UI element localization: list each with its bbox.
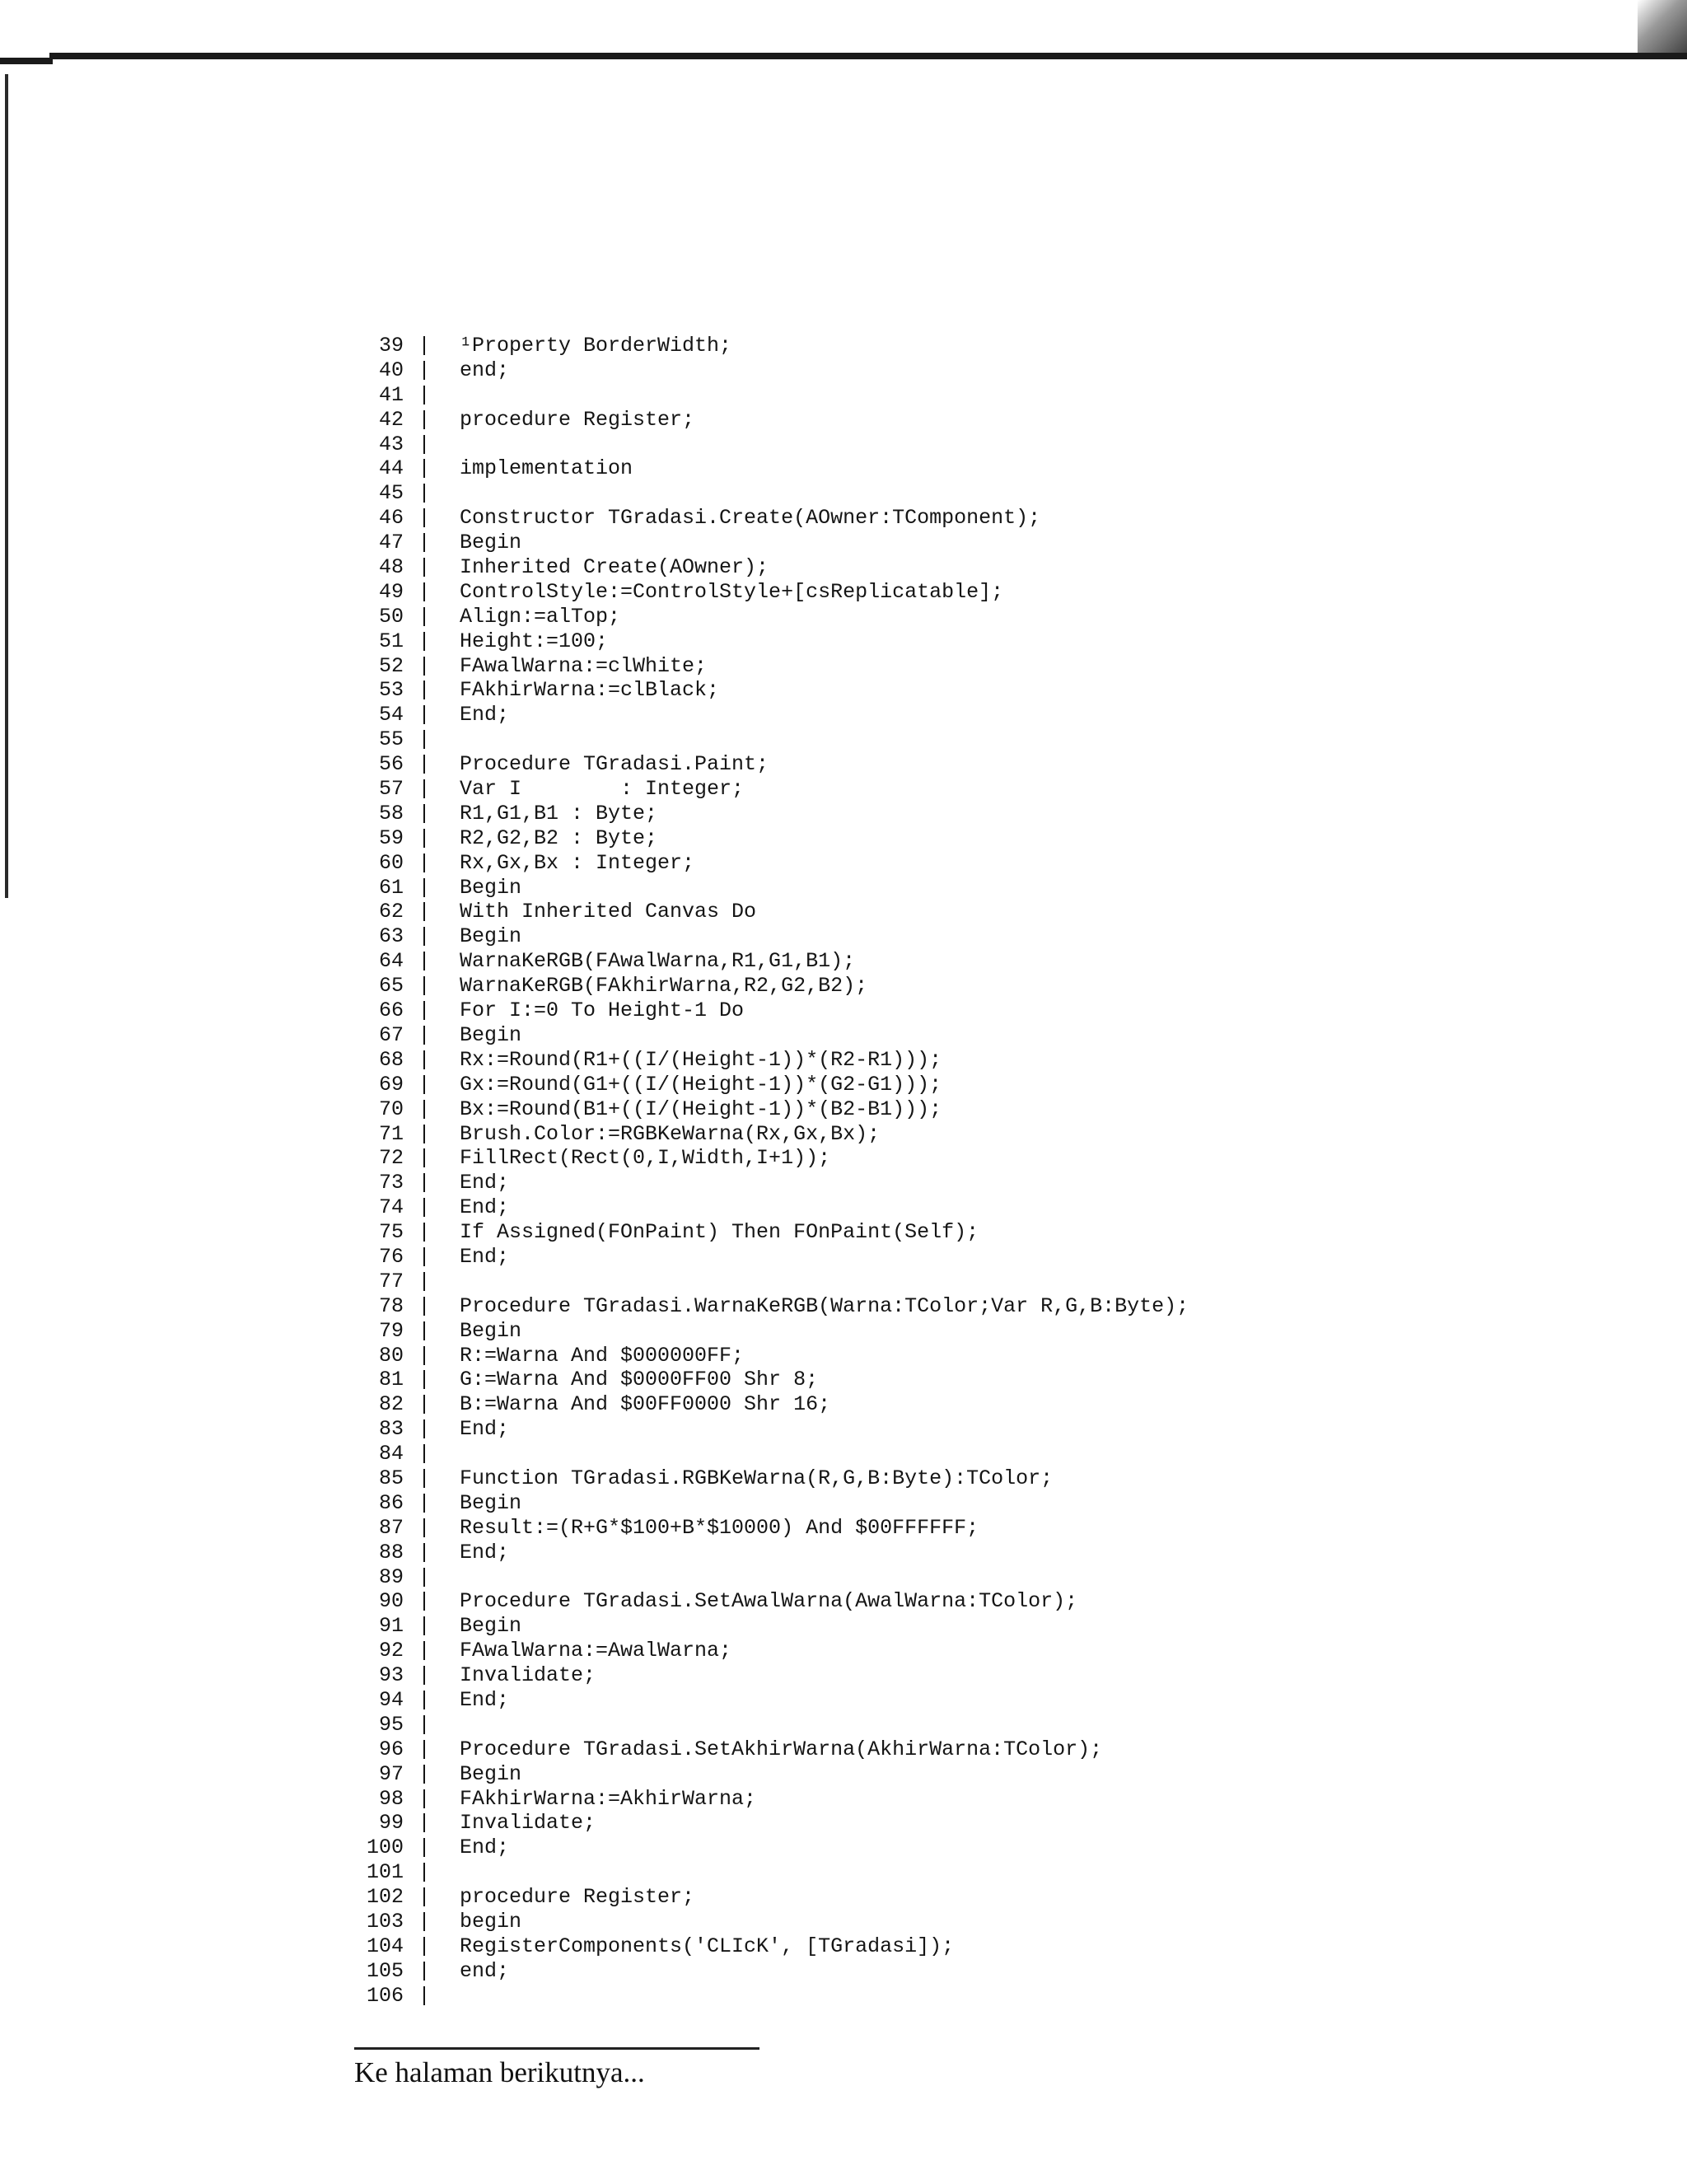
code-line <box>346 1565 1582 1590</box>
code-line <box>346 802 1582 826</box>
code-line <box>346 531 1582 555</box>
line-separator: | <box>418 1047 431 1072</box>
line-number: 43 <box>378 432 404 456</box>
line-separator: | <box>418 1244 431 1269</box>
line-number: 42 <box>378 407 404 432</box>
line-separator: | <box>418 1343 431 1368</box>
line-number: 64 <box>378 949 404 974</box>
code-text: G:=Warna And $0000FF00 Shr 8; <box>460 1368 819 1392</box>
line-separator: | <box>418 1811 431 1836</box>
code-line <box>346 1245 1582 1270</box>
line-number: 98 <box>378 1786 404 1811</box>
line-separator: | <box>418 358 431 382</box>
code-text <box>445 1270 460 1294</box>
line-number: 85 <box>378 1466 404 1490</box>
code-text <box>445 383 460 408</box>
line-separator: | <box>418 1220 431 1245</box>
line-number: 91 <box>378 1614 404 1639</box>
code-line <box>346 1910 1582 1934</box>
line-separator: | <box>418 653 431 678</box>
line-number: 60 <box>378 850 404 875</box>
line-separator: | <box>418 1860 431 1885</box>
line-separator: | <box>418 777 431 802</box>
line-number: 50 <box>378 604 404 629</box>
code-text <box>445 433 460 457</box>
line-number: 93 <box>378 1663 404 1688</box>
code-line <box>346 1319 1582 1344</box>
line-number: 62 <box>378 900 404 924</box>
code-text: Constructor TGradasi.Create(AOwner:TComponent); <box>460 506 1041 531</box>
line-number: 73 <box>378 1171 404 1195</box>
code-text: end; <box>460 358 510 382</box>
code-line <box>346 1811 1582 1836</box>
line-separator: | <box>418 1097 431 1121</box>
code-line <box>346 1048 1582 1073</box>
code-text: FAkhirWarna:=AkhirWarna; <box>460 1786 757 1811</box>
line-number: 40 <box>378 358 404 382</box>
line-number: 46 <box>378 506 404 531</box>
line-separator: | <box>418 900 431 924</box>
line-separator: | <box>418 1663 431 1688</box>
continue-note: Ke halaman berikutnya... <box>354 2056 645 2088</box>
line-number: 71 <box>378 1121 404 1146</box>
line-separator: | <box>418 506 431 531</box>
line-separator: | <box>418 1786 431 1811</box>
code-text: If Assigned(FOnPaint) Then FOnPaint(Self); <box>460 1220 979 1245</box>
line-number: 78 <box>378 1293 404 1318</box>
line-separator: | <box>418 1910 431 1934</box>
code-text: end; <box>460 1958 510 1983</box>
line-number: 54 <box>378 703 404 727</box>
code-line <box>346 1860 1582 1885</box>
code-line <box>346 605 1582 629</box>
line-separator: | <box>418 875 431 900</box>
line-separator: | <box>418 1121 431 1146</box>
code-text <box>445 727 460 752</box>
code-text: R1,G1,B1 : Byte; <box>460 801 658 825</box>
code-line <box>346 1122 1582 1147</box>
code-line <box>346 1934 1582 1959</box>
line-number: 45 <box>378 481 404 506</box>
code-text <box>445 1984 460 2009</box>
line-number: 76 <box>378 1244 404 1269</box>
line-separator: | <box>418 1737 431 1761</box>
line-separator: | <box>418 1515 431 1540</box>
line-number: 86 <box>378 1490 404 1515</box>
line-number: 41 <box>378 382 404 407</box>
code-line <box>346 1491 1582 1516</box>
code-line <box>346 1023 1582 1048</box>
line-number: 67 <box>378 1022 404 1047</box>
line-separator: | <box>418 1146 431 1171</box>
line-number: 44 <box>378 456 404 481</box>
code-line <box>346 1195 1582 1220</box>
code-text: Procedure TGradasi.Paint; <box>460 752 769 777</box>
code-text: Begin <box>460 924 522 949</box>
code-line <box>346 949 1582 974</box>
code-text: End; <box>460 1195 510 1220</box>
code-line <box>346 358 1582 383</box>
code-line <box>346 1787 1582 1812</box>
line-separator: | <box>418 407 431 432</box>
line-separator: | <box>418 1761 431 1786</box>
code-line <box>346 1688 1582 1713</box>
code-line <box>346 1639 1582 1663</box>
code-text: FAkhirWarna:=clBlack; <box>460 678 720 703</box>
code-text: Result:=(R+G*$100+B*$10000) And $00FFFFFF; <box>460 1515 979 1540</box>
code-line <box>346 456 1582 481</box>
code-line <box>346 1614 1582 1639</box>
code-line <box>346 481 1582 506</box>
line-separator: | <box>418 998 431 1023</box>
line-separator: | <box>418 456 431 481</box>
code-line <box>346 1466 1582 1491</box>
code-text: Gx:=Round(G1+((I/(Height-1))*(G2-G1))); <box>460 1072 942 1097</box>
line-separator: | <box>418 1639 431 1663</box>
code-line <box>346 1959 1582 1984</box>
code-text: Invalidate; <box>460 1811 596 1836</box>
line-number: 96 <box>378 1737 404 1761</box>
code-listing <box>346 334 1582 2031</box>
code-text: Begin <box>460 1318 522 1343</box>
code-text: Begin <box>460 1490 522 1515</box>
code-line <box>346 408 1582 433</box>
code-text: End; <box>460 1417 510 1442</box>
code-text: Bx:=Round(B1+((I/(Height-1))*(B2-B1))); <box>460 1097 942 1121</box>
code-text: Procedure TGradasi.SetAkhirWarna(AkhirWarna:TColor); <box>460 1737 1103 1761</box>
code-text: Begin <box>460 531 522 555</box>
line-separator: | <box>418 432 431 456</box>
line-separator: | <box>418 555 431 580</box>
code-line <box>346 555 1582 580</box>
scan-left-edge <box>5 74 8 898</box>
code-line <box>346 1762 1582 1787</box>
line-number: 53 <box>378 678 404 703</box>
code-line <box>346 851 1582 876</box>
code-line <box>346 1541 1582 1565</box>
code-line <box>346 334 1582 358</box>
line-separator: | <box>418 1934 431 1958</box>
code-line <box>346 727 1582 752</box>
line-separator: | <box>418 703 431 727</box>
scan-border-corner <box>0 58 53 64</box>
line-separator: | <box>418 924 431 949</box>
line-separator: | <box>418 1564 431 1589</box>
code-text: Align:=alTop; <box>460 604 621 629</box>
line-number: 75 <box>378 1220 404 1245</box>
line-separator: | <box>418 850 431 875</box>
line-number: 65 <box>378 974 404 998</box>
line-separator: | <box>418 1368 431 1392</box>
code-line <box>346 1737 1582 1762</box>
line-separator: | <box>418 1318 431 1343</box>
line-separator: | <box>418 481 431 506</box>
line-number: 72 <box>378 1146 404 1171</box>
line-separator: | <box>418 382 431 407</box>
code-text: Begin <box>460 1614 522 1639</box>
code-text: Rx,Gx,Bx : Integer; <box>460 850 695 875</box>
line-number: 105 <box>366 1958 404 1983</box>
code-line <box>346 629 1582 654</box>
line-separator: | <box>418 801 431 825</box>
code-text: End; <box>460 1244 510 1269</box>
code-text: begin <box>460 1910 522 1934</box>
code-text <box>445 1565 460 1590</box>
code-line <box>346 924 1582 949</box>
code-line <box>346 1270 1582 1294</box>
line-number: 81 <box>378 1368 404 1392</box>
code-text: End; <box>460 1540 510 1564</box>
code-line <box>346 580 1582 605</box>
code-text: End; <box>460 1171 510 1195</box>
line-number: 106 <box>366 1983 404 2008</box>
line-number: 102 <box>366 1885 404 1910</box>
code-line <box>346 826 1582 851</box>
code-text: Height:=100; <box>460 629 609 653</box>
line-number: 99 <box>378 1811 404 1836</box>
code-line <box>346 1368 1582 1392</box>
line-separator: | <box>418 1540 431 1564</box>
code-line <box>346 876 1582 900</box>
code-line <box>346 654 1582 679</box>
code-text: End; <box>460 1687 510 1712</box>
code-text: procedure Register; <box>460 1885 695 1910</box>
code-text: Inherited Create(AOwner); <box>460 555 769 580</box>
line-separator: | <box>418 1983 431 2008</box>
line-number: 101 <box>366 1860 404 1885</box>
code-line <box>346 1713 1582 1737</box>
line-separator: | <box>418 1490 431 1515</box>
code-text: Begin <box>460 1022 522 1047</box>
line-number: 89 <box>378 1564 404 1589</box>
line-number: 56 <box>378 752 404 777</box>
code-line <box>346 1344 1582 1368</box>
line-number: 59 <box>378 825 404 850</box>
code-text: WarnaKeRGB(FAwalWarna,R1,G1,B1); <box>460 949 856 974</box>
line-number: 97 <box>378 1761 404 1786</box>
code-text: FAwalWarna:=clWhite; <box>460 653 708 678</box>
line-number: 63 <box>378 924 404 949</box>
line-separator: | <box>418 1293 431 1318</box>
line-separator: | <box>418 531 431 555</box>
line-separator: | <box>418 1614 431 1639</box>
line-number: 95 <box>378 1712 404 1737</box>
line-number: 47 <box>378 531 404 555</box>
code-line <box>346 1442 1582 1466</box>
code-line <box>346 383 1582 408</box>
code-line <box>346 1220 1582 1245</box>
code-text: Brush.Color:=RGBKeWarna(Rx,Gx,Bx); <box>460 1121 881 1146</box>
code-text: R:=Warna And $000000FF; <box>460 1343 745 1368</box>
line-separator: | <box>418 604 431 629</box>
code-text: Invalidate; <box>460 1663 596 1688</box>
line-number: 100 <box>366 1836 404 1860</box>
code-line <box>346 998 1582 1023</box>
code-line <box>346 703 1582 727</box>
code-line <box>346 1171 1582 1195</box>
code-text: Begin <box>460 1761 522 1786</box>
line-number: 52 <box>378 653 404 678</box>
code-text: Function TGradasi.RGBKeWarna(R,G,B:Byte):TColor; <box>460 1466 1054 1490</box>
code-line <box>346 1589 1582 1614</box>
footer-rule <box>354 2047 759 2050</box>
code-text: ¹Property BorderWidth; <box>460 334 732 358</box>
line-number: 92 <box>378 1639 404 1663</box>
code-text: FAwalWarna:=AwalWarna; <box>460 1639 732 1663</box>
code-text: WarnaKeRGB(FAkhirWarna,R2,G2,B2); <box>460 974 868 998</box>
line-number: 87 <box>378 1515 404 1540</box>
code-text: Procedure TGradasi.SetAwalWarna(AwalWarna:TColor); <box>460 1589 1078 1614</box>
line-number: 94 <box>378 1687 404 1712</box>
line-separator: | <box>418 974 431 998</box>
code-text: Var I : Integer; <box>460 777 745 802</box>
code-line <box>346 974 1582 998</box>
code-text <box>445 1713 460 1737</box>
top-rule <box>49 53 1687 59</box>
line-separator: | <box>418 1958 431 1983</box>
line-number: 80 <box>378 1343 404 1368</box>
code-line <box>346 1516 1582 1541</box>
code-text <box>445 1442 460 1466</box>
code-text: Procedure TGradasi.WarnaKeRGB(Warna:TColor;Var R,G,B:Byte); <box>460 1293 1189 1318</box>
line-separator: | <box>418 1712 431 1737</box>
line-number: 58 <box>378 801 404 825</box>
code-text: B:=Warna And $00FF0000 Shr 16; <box>460 1392 831 1417</box>
line-separator: | <box>418 334 431 358</box>
line-separator: | <box>418 949 431 974</box>
code-text: With Inherited Canvas Do <box>460 900 757 924</box>
line-separator: | <box>418 1171 431 1195</box>
code-text: implementation <box>460 456 633 481</box>
line-separator: | <box>418 678 431 703</box>
code-text <box>445 481 460 506</box>
line-separator: | <box>418 1022 431 1047</box>
line-separator: | <box>418 579 431 604</box>
line-number: 90 <box>378 1589 404 1614</box>
code-line <box>346 1073 1582 1097</box>
code-text <box>445 1860 460 1885</box>
line-number: 84 <box>378 1442 404 1466</box>
line-number: 74 <box>378 1195 404 1220</box>
line-separator: | <box>418 825 431 850</box>
line-separator: | <box>418 629 431 653</box>
line-separator: | <box>418 1687 431 1712</box>
line-number: 69 <box>378 1072 404 1097</box>
line-separator: | <box>418 1836 431 1860</box>
code-text: Begin <box>460 875 522 900</box>
line-separator: | <box>418 1589 431 1614</box>
line-number: 57 <box>378 777 404 802</box>
line-number: 55 <box>378 727 404 752</box>
line-number: 77 <box>378 1269 404 1293</box>
code-line <box>346 1836 1582 1860</box>
code-text: FillRect(Rect(0,I,Width,I+1)); <box>460 1146 831 1171</box>
code-text: RegisterComponents('CLIcK', [TGradasi]); <box>460 1934 955 1958</box>
line-separator: | <box>418 1466 431 1490</box>
line-separator: | <box>418 1442 431 1466</box>
line-separator: | <box>418 1269 431 1293</box>
code-text: End; <box>460 1836 510 1860</box>
code-text: ControlStyle:=ControlStyle+[csReplicatable]; <box>460 579 1004 604</box>
line-number: 68 <box>378 1047 404 1072</box>
code-text: End; <box>460 703 510 727</box>
code-text: procedure Register; <box>460 407 695 432</box>
code-line <box>346 1146 1582 1171</box>
code-text: For I:=0 To Height-1 Do <box>460 998 745 1023</box>
code-line <box>346 1417 1582 1442</box>
line-number: 66 <box>378 998 404 1023</box>
code-text: Rx:=Round(R1+((I/(Height-1))*(R2-R1))); <box>460 1047 942 1072</box>
line-number: 104 <box>366 1934 404 1958</box>
line-number: 79 <box>378 1318 404 1343</box>
code-line <box>346 777 1582 802</box>
line-separator: | <box>418 1072 431 1097</box>
code-line <box>346 1984 1582 2009</box>
line-number: 82 <box>378 1392 404 1417</box>
code-line <box>346 1294 1582 1319</box>
line-number: 103 <box>366 1910 404 1934</box>
line-number: 48 <box>378 555 404 580</box>
code-line <box>346 1885 1582 1910</box>
code-line <box>346 900 1582 924</box>
line-separator: | <box>418 1885 431 1910</box>
line-separator: | <box>418 727 431 752</box>
code-line <box>346 678 1582 703</box>
code-line <box>346 433 1582 457</box>
line-number: 61 <box>378 875 404 900</box>
line-number: 49 <box>378 579 404 604</box>
code-line <box>346 1097 1582 1122</box>
line-number: 51 <box>378 629 404 653</box>
code-line <box>346 752 1582 777</box>
code-line <box>346 506 1582 531</box>
line-number: 88 <box>378 1540 404 1564</box>
line-separator: | <box>418 1417 431 1442</box>
line-separator: | <box>418 1392 431 1417</box>
code-text: R2,G2,B2 : Byte; <box>460 825 658 850</box>
code-line <box>346 1392 1582 1417</box>
line-number: 39 <box>378 334 404 358</box>
line-number: 83 <box>378 1417 404 1442</box>
line-number: 70 <box>378 1097 404 1121</box>
code-line <box>346 1663 1582 1688</box>
line-separator: | <box>418 752 431 777</box>
line-separator: | <box>418 1195 431 1220</box>
scan-corner-shadow <box>1638 0 1687 58</box>
